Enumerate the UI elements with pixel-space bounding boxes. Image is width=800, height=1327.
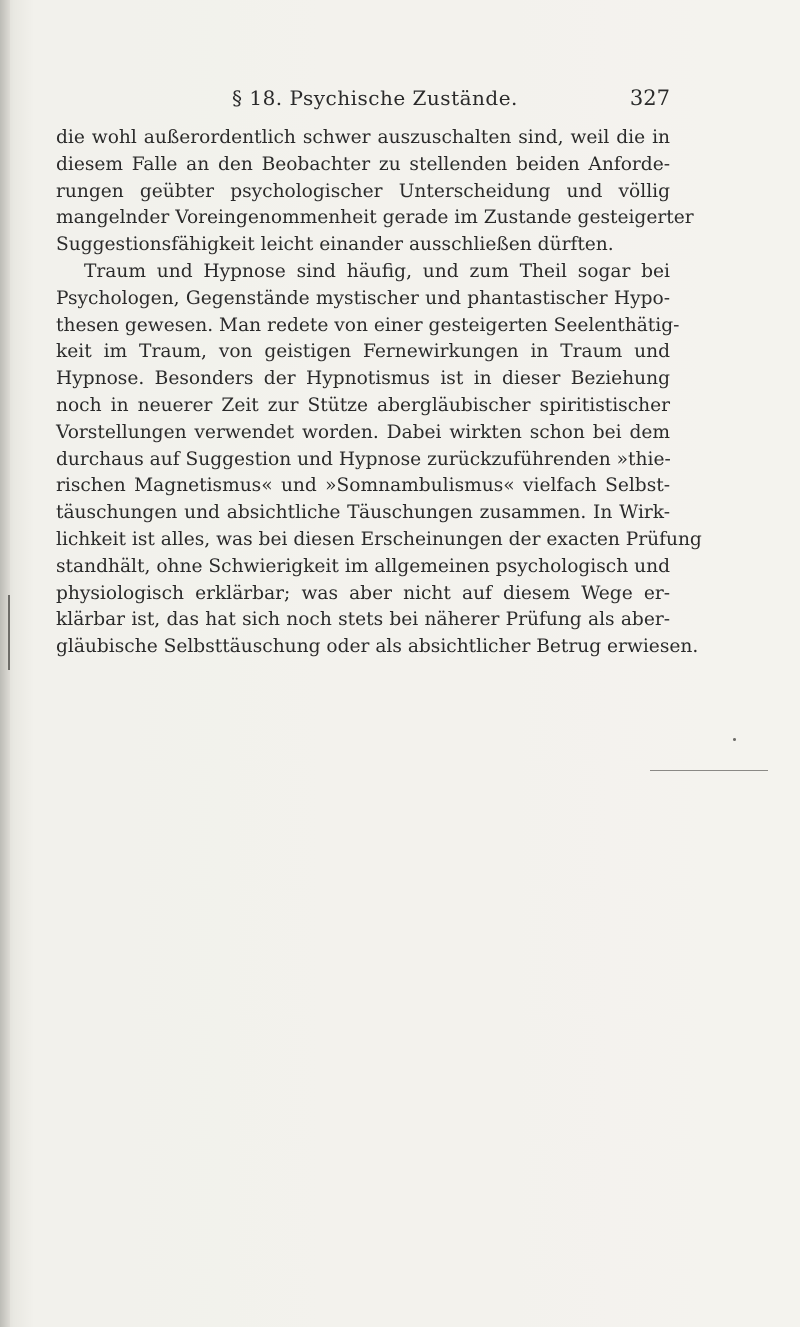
running-head-title: § 18. Psychische Zustände. (232, 86, 518, 110)
text-line: Traum und Hypnose sind häufig, und zum Theil sogar bei (84, 260, 670, 282)
page-rule (650, 770, 768, 771)
text-line: lichkeit ist alles, was bei diesen Erscheinungen der exacten Prüfung (56, 528, 702, 550)
text-line: keit im Traum, von geistigen Fernewirkungen in Traum und (56, 341, 670, 363)
ink-speck (733, 738, 736, 741)
text-line: Vorstellungen verwendet worden. Dabei wirkten schon bei dem (56, 421, 670, 443)
text-line: Suggestionsfähigkeit leicht einander ausschließen dürften. (56, 234, 614, 256)
running-head (56, 86, 670, 116)
text-line: rischen Magnetismus« und »Somnambulismus« vielfach Selbst- (56, 475, 670, 497)
text-line: standhält, ohne Schwierigkeit im allgemeinen psychologisch und (56, 555, 670, 577)
text-line: mangelnder Voreingenommenheit gerade im Zustande gesteigerter (56, 207, 694, 229)
text-line: diesem Falle an den Beobachter zu stellenden beiden Anforde- (56, 153, 670, 175)
text-line: rungen geübter psychologischer Unterscheidung und völlig (56, 180, 670, 202)
text-line: klärbar ist, das hat sich noch stets bei näherer Prüfung als aber- (56, 609, 670, 631)
text-line: Hypnose. Besonders der Hypnotismus ist in dieser Beziehung (56, 368, 670, 390)
text-line: durchaus auf Suggestion und Hypnose zurückzuführenden »thie- (56, 448, 671, 470)
paragraph (56, 125, 694, 259)
paragraph (56, 259, 702, 661)
body-text (56, 125, 702, 661)
text-line: die wohl außerordentlich schwer auszuschalten sind, weil die in (56, 127, 670, 148)
margin-mark (8, 595, 10, 670)
text-line: thesen gewesen. Man redete von einer gesteigerten Seelenthätig- (56, 314, 680, 336)
text-line: gläubische Selbsttäuschung oder als absichtlicher Betrug erwiesen. (56, 636, 699, 658)
text-line: täuschungen und absichtliche Täuschungen zusammen. In Wirk- (56, 502, 670, 524)
text-line: noch in neuerer Zeit zur Stütze abergläubischer spiritistischer (56, 394, 670, 416)
page-number: 327 (629, 86, 670, 110)
text-line: physiologisch erklärbar; was aber nicht auf diesem Wege er- (56, 582, 670, 604)
text-line: Psychologen, Gegenstände mystischer und phantastischer Hypo- (56, 287, 670, 309)
